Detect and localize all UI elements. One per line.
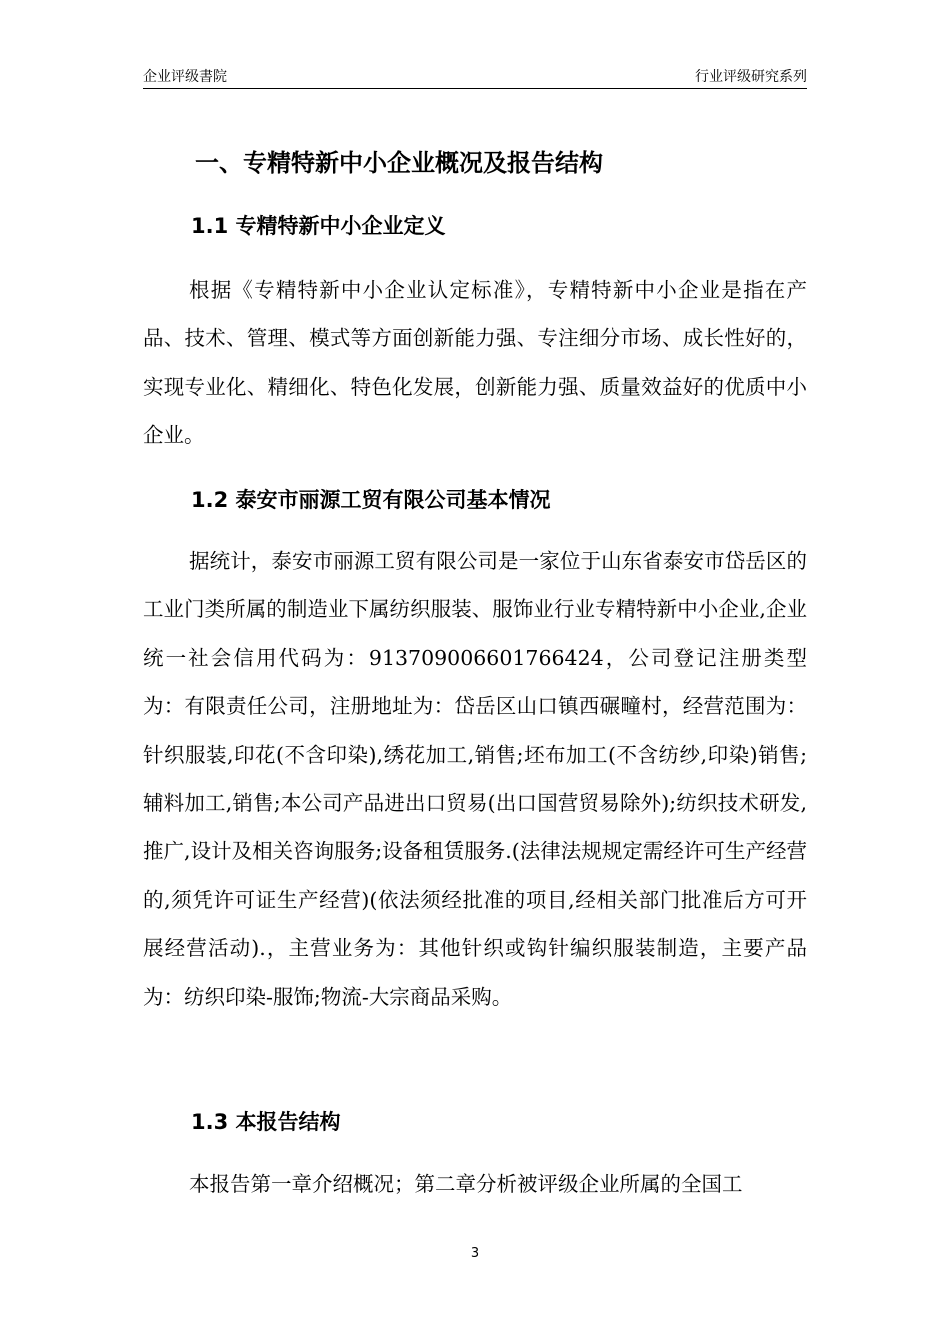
page-header: [143, 66, 807, 89]
subsection-1-1-paragraph: 根据《专精特新中小企业认定标准》，专精特新中小企业是指在产品、技术、管理、模式等方面创新能力强、专注细分市场、成长性好的，实现专业化、精细化、特色化发展，创新能力强、质量效益好的优质中小企业。: [143, 278, 807, 448]
subsection-1-1-title: 1.1 专精特新中小企业定义: [191, 214, 446, 238]
header-left-text: 企业评级書院: [143, 69, 227, 85]
subsection-1-3-title: 1.3 本报告结构: [191, 1110, 341, 1134]
subsection-1-2-paragraph: 据统计，泰安市丽源工贸有限公司是一家位于山东省泰安市岱岳区的工业门类所属的制造业下属纺织服装、服饰业行业专精特新中小企业,企业统一社会信用代码为：913709006601766424，公司登记注册类型为：有限责任公司，注册地址为：岱岳区山口镇西碾疃村，经营范围为：针织服装,印花(不含印染),绣花加工,销售;坯布加工(不含纺纱,印染)销售;辅料加工,销售;本公司产品进出口贸易(出口国营贸易除外);纺织技术研发,推广,设计及相关咨询服务;设备租赁服务.(法律法规规定需经许可生产经营的,须凭许可证生产经营)(依法须经批准的项目,经相关部门批准后方可开展经营活动).，主营业务为：其他针织或钩针编织服装制造，主要产品为：纺织印染-服饰;物流-大宗商品采购。: [143, 549, 807, 1009]
section-title: 一、专精特新中小企业概况及报告结构: [195, 149, 603, 177]
page-number: 3: [470, 1246, 480, 1261]
subsection-1-2-title: 1.2 泰安市丽源工贸有限公司基本情况: [191, 488, 551, 512]
subsection-1-3-paragraph: 本报告第一章介绍概况；第二章分析被评级企业所属的全国工: [189, 1172, 743, 1196]
header-right-text: 行业评级研究系列: [695, 69, 807, 85]
